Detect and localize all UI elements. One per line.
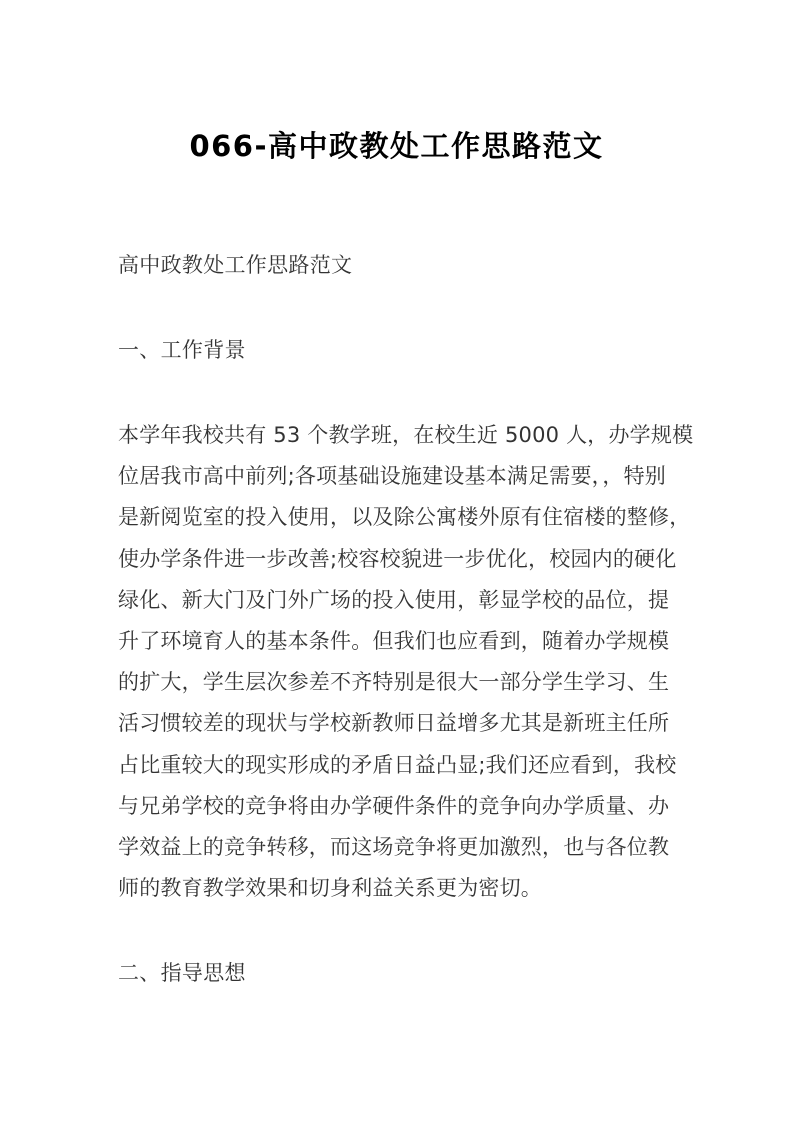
- body-text-line: 升了环境育人的基本条件。但我们也应看到，随着办学规模: [118, 628, 670, 653]
- body-text-line: 与兄弟学校的竞争将由办学硬件条件的竞争向办学质量、办: [118, 793, 670, 818]
- body-text-line: 是新阅览室的投入使用，以及除公寓楼外原有住宿楼的整修，: [118, 505, 691, 530]
- body-text-line: 位居我市高中前列;各项基础设施建设基本满足需要，，特别: [118, 464, 666, 489]
- body-text-line: 绿化、新大门及门外广场的投入使用，彰显学校的品位，提: [118, 587, 670, 612]
- body-text-line: 学效益上的竞争转移，而这场竞争将更加激烈，也与各位教: [118, 834, 670, 859]
- body-text-line: 使办学条件进一步改善;校容校貌进一步优化，校园内的硬化: [118, 546, 677, 571]
- document-title: 066-高中政教处工作思路范文: [189, 129, 604, 163]
- body-text-line: 的扩大，学生层次参差不齐特别是很大一部分学生学习、生: [118, 670, 670, 695]
- body-paragraph: [118, 415, 698, 909]
- section-heading-work-background: 一、工作背景: [118, 338, 246, 362]
- document-subtitle: 高中政教处工作思路范文: [118, 253, 353, 277]
- section-heading-guiding-ideology: 二、指导思想: [118, 961, 246, 985]
- body-text-line: 占比重较大的现实形成的矛盾日益凸显;我们还应看到，我校: [118, 752, 677, 777]
- body-text-line: 师的教育教学效果和切身利益关系更为密切。: [118, 876, 542, 901]
- body-text-line: 活习惯较差的现状与学校新教师日益增多尤其是新班主任所: [118, 711, 670, 736]
- body-text-line: 本学年我校共有 53 个教学班，在校生近 5000 人，办学规模: [118, 423, 694, 447]
